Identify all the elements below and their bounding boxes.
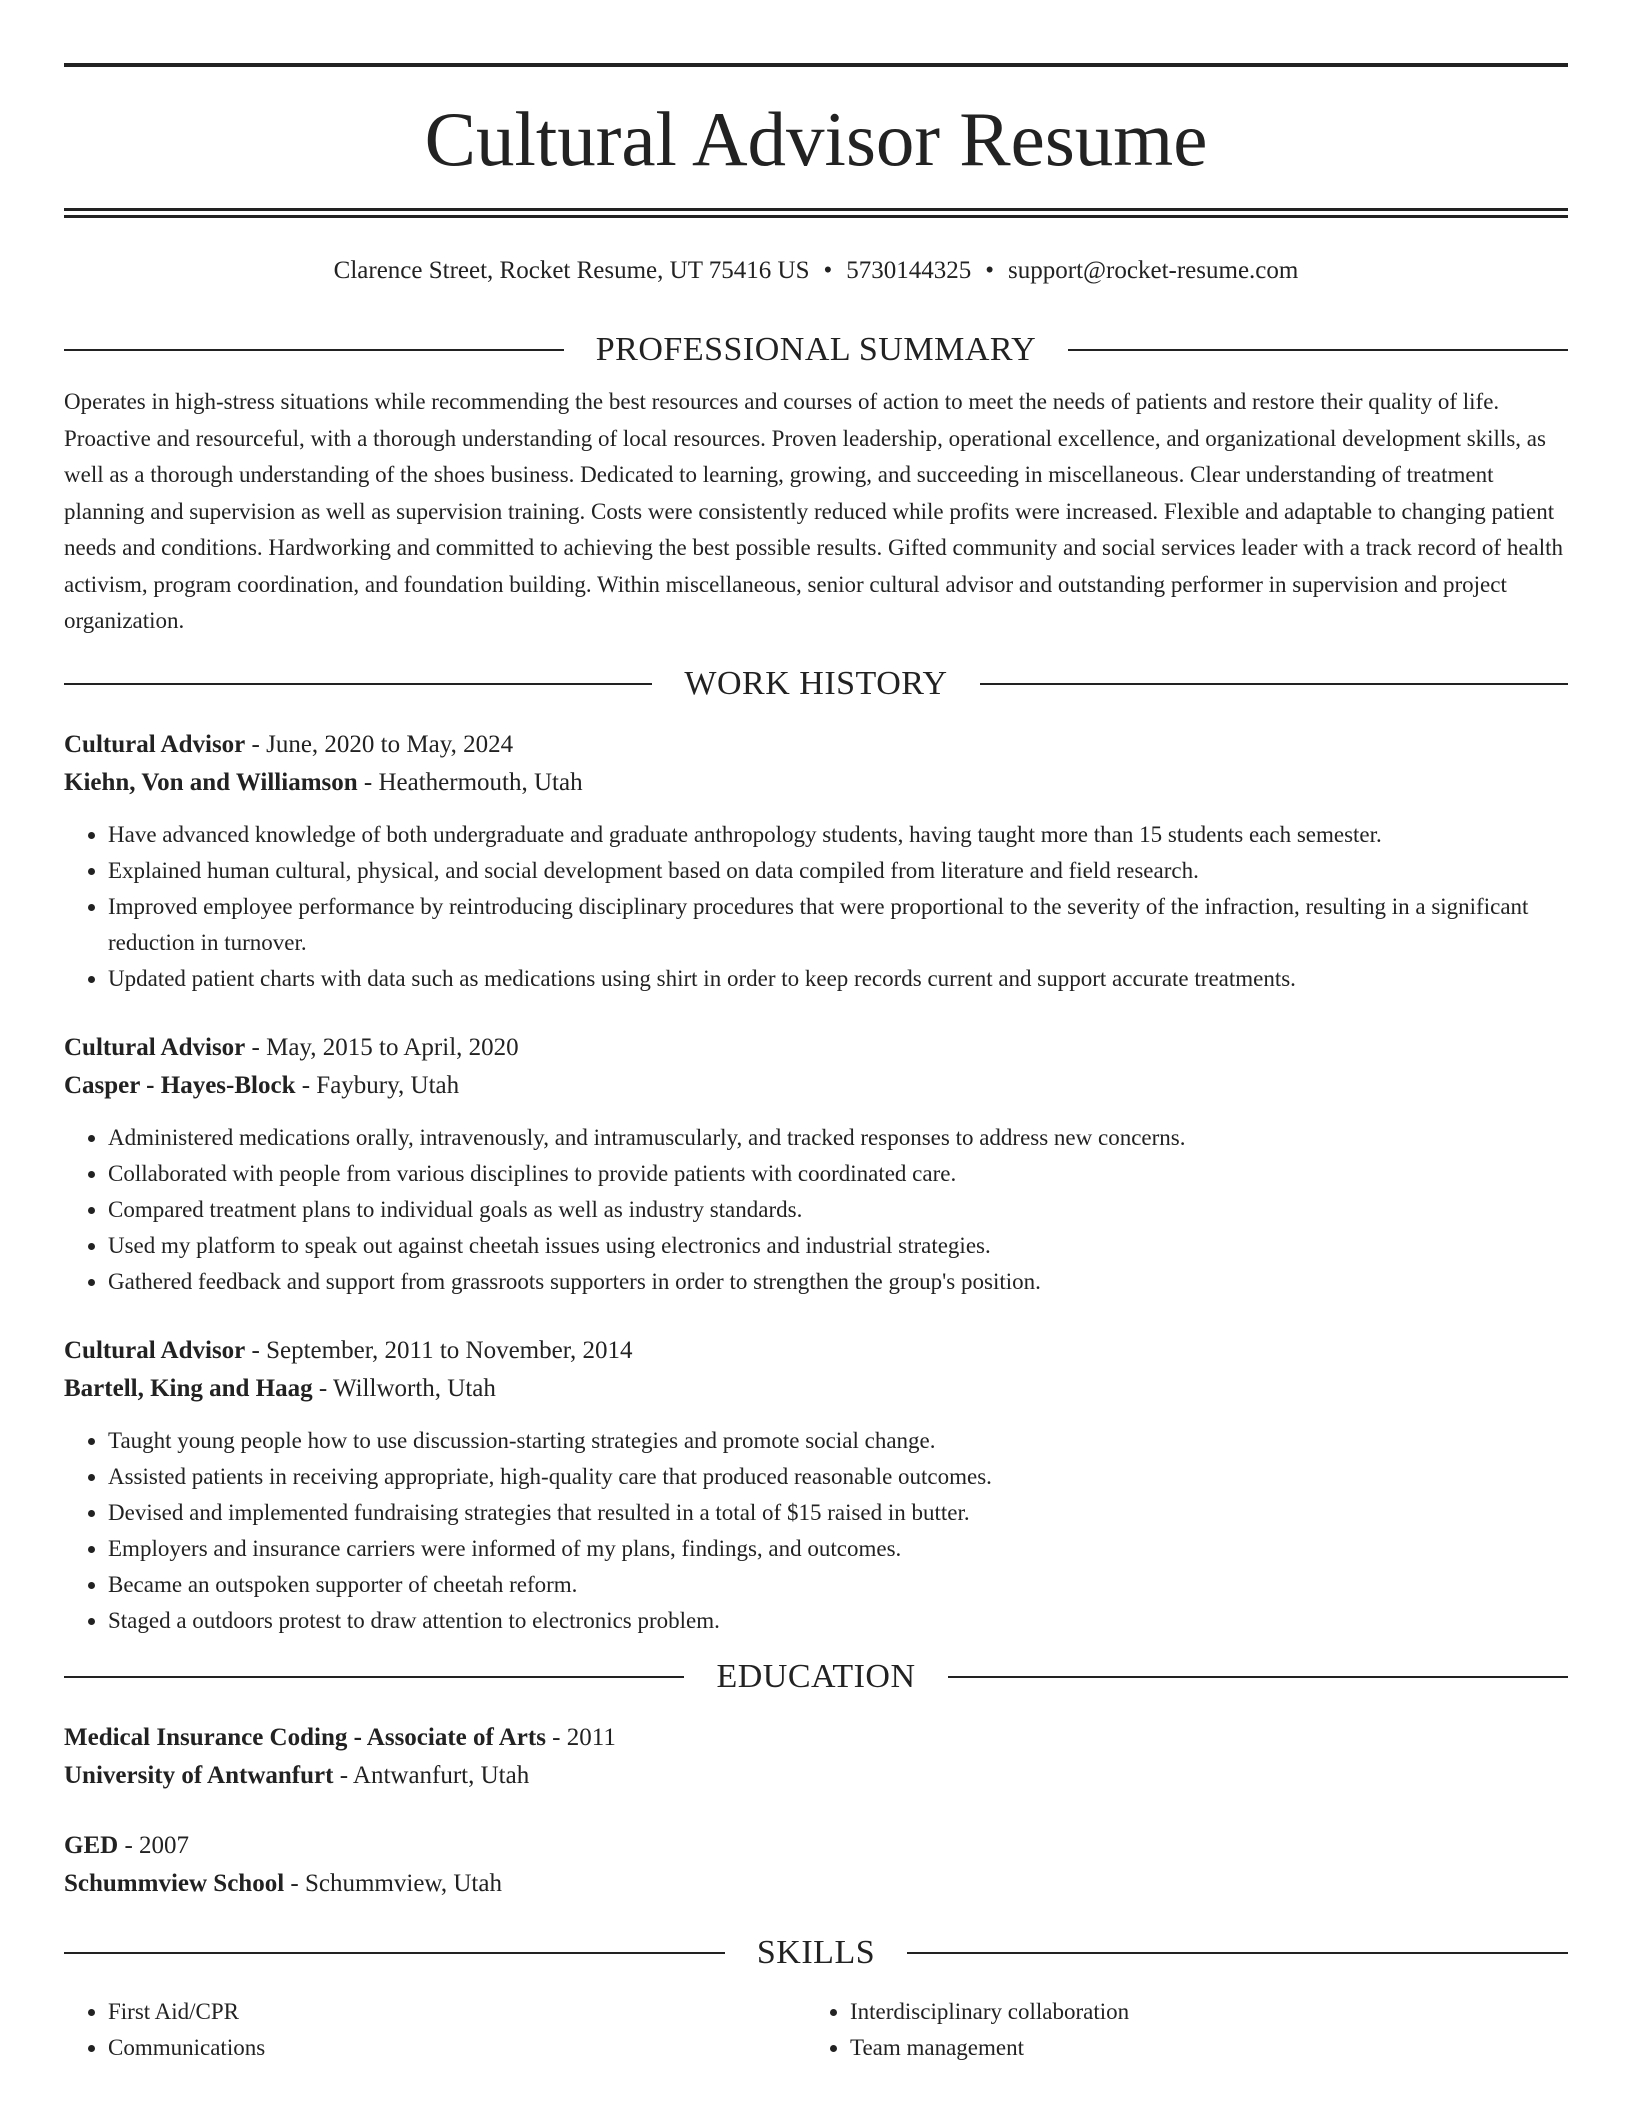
- job-dates: - May, 2015 to April, 2020: [245, 1033, 519, 1061]
- education-school-line: [64, 1757, 1568, 1795]
- job-bullet: • Collaborated with people from various disciplines to provide patients with coordinated care.: [108, 1156, 1568, 1192]
- job-title-line: [64, 726, 1568, 764]
- contact-separator: •: [823, 257, 833, 284]
- job-bullet: • Compared treatment plans to individual goals as well as industry standards.: [108, 1192, 1568, 1228]
- education-degree: Medical Insurance Coding - Associate of Arts: [64, 1723, 546, 1751]
- job-bullet: • Have advanced knowledge of both undergraduate and graduate anthropology students, having taught more than 15 students each semester.: [108, 817, 1568, 853]
- contact-line: [64, 254, 1568, 288]
- job-bullet: • Taught young people how to use discussion-starting strategies and promote social change.: [108, 1423, 1568, 1459]
- section-title: EDUCATION: [716, 1657, 916, 1695]
- skill-item: • First Aid/CPR: [108, 1994, 806, 2030]
- education-school: University of Antwanfurt: [64, 1761, 334, 1789]
- education-entry: [64, 1719, 1568, 1795]
- job-bullet: • Administered medications orally, intravenously, and intramuscularly, and tracked responses to address new concerns.: [108, 1120, 1568, 1156]
- education-location: - Schummview, Utah: [284, 1869, 502, 1897]
- skill-item: • Interdisciplinary collaboration: [850, 1994, 1548, 2030]
- job-company-line: [64, 1067, 1568, 1105]
- job-title: Cultural Advisor: [64, 1033, 246, 1061]
- heading-rule: [907, 1952, 1568, 1954]
- job-title: Cultural Advisor: [64, 1336, 246, 1364]
- job-dates: - June, 2020 to May, 2024: [245, 730, 514, 758]
- heading-rule: [64, 349, 564, 351]
- job-title-line: [64, 1332, 1568, 1370]
- heading-rule: [64, 683, 652, 685]
- education-degree-line: [64, 1719, 1568, 1757]
- education-year: - 2011: [545, 1723, 616, 1751]
- job-bullets: [64, 1120, 1568, 1300]
- education-degree-line: [64, 1827, 1568, 1865]
- education-degree: GED: [64, 1831, 119, 1859]
- job-bullet: • Gathered feedback and support from grassroots supporters in order to strengthen the group's position.: [108, 1264, 1568, 1300]
- section-heading-education: [64, 1657, 1568, 1697]
- job-bullets: [64, 817, 1568, 997]
- job-company: Kiehn, Von and Williamson: [64, 768, 358, 796]
- job-location: - Heathermouth, Utah: [357, 768, 583, 796]
- heading-rule: [948, 1676, 1568, 1678]
- job-title: Cultural Advisor: [64, 730, 246, 758]
- summary-paragraph: Operates in high-stress situations while recommending the best resources and courses of action to meet the needs of patients and restore their quality of life. Proactive and resourceful, with a thorough understanding of local resources. Proven leadership, operational excellence, and organizational development skills, as well as a thorough understanding of the shoes business. Dedicated to learning, growing, and succeeding in miscellaneous. Clear understanding of treatment planning and supervision as well as supervision training. Costs were consistently reduced while profits were increased. Flexible and adaptable to changing patient needs and conditions. Hardworking and committed to achieving the best possible results. Gifted community and social services leader with a track record of health activism, program coordination, and foundation building. Within miscellaneous, senior cultural advisor and outstanding performer in supervision and project organization.: [64, 389, 1564, 633]
- job-bullets: [64, 1423, 1568, 1639]
- education-school: Schummview School: [64, 1869, 285, 1897]
- section-heading-skills: [64, 1933, 1568, 1973]
- section-title: PROFESSIONAL SUMMARY: [595, 331, 1037, 368]
- job-location: - Faybury, Utah: [295, 1071, 460, 1099]
- job-company: Casper - Hayes-Block: [64, 1071, 296, 1099]
- job-company: Bartell, King and Haag: [64, 1374, 313, 1402]
- job-bullet: • Improved employee performance by reintroducing disciplinary procedures that were proportional to the severity of the infraction, resulting in a significant reduction in turnover.: [108, 889, 1568, 961]
- section-title: WORK HISTORY: [684, 664, 948, 702]
- job-bullet: • Updated patient charts with data such as medications using shirt in order to keep records current and support accurate treatments.: [108, 961, 1568, 997]
- job-entry: [64, 726, 1568, 997]
- job-title-line: [64, 1029, 1568, 1067]
- education-entry: [64, 1827, 1568, 1903]
- heading-rule: [980, 683, 1568, 685]
- job-bullet: • Staged a outdoors protest to draw attention to electronics problem.: [108, 1603, 1568, 1639]
- section-title: SKILLS: [756, 1933, 876, 1971]
- education-year: - 2007: [118, 1831, 190, 1859]
- job-bullet: • Used my platform to speak out against cheetah issues using electronics and industrial strategies.: [108, 1228, 1568, 1264]
- skills-column-right: [806, 1994, 1548, 2066]
- job-bullet: • Devised and implemented fundraising strategies that resulted in a total of $15 raised in butter.: [108, 1495, 1568, 1531]
- title-double-rule: [64, 208, 1568, 218]
- skill-item: • Team management: [850, 2030, 1548, 2066]
- contact-email: support@rocket-resume.com: [1008, 257, 1299, 284]
- job-bullet: • Explained human cultural, physical, and social development based on data compiled from literature and field research.: [108, 853, 1568, 889]
- heading-rule: [64, 1952, 725, 1954]
- skills-list: [64, 1994, 1568, 2066]
- job-bullet: • Became an outspoken supporter of cheetah reform.: [108, 1567, 1568, 1603]
- job-bullet: • Employers and insurance carriers were informed of my plans, findings, and outcomes.: [108, 1531, 1568, 1567]
- section-heading-work: [64, 664, 1568, 704]
- job-company-line: [64, 764, 1568, 802]
- resume-page: [64, 0, 1568, 2066]
- job-entry: [64, 1029, 1568, 1300]
- skills-column-left: [64, 1994, 806, 2066]
- education-school-line: [64, 1865, 1568, 1903]
- job-company-line: [64, 1370, 1568, 1408]
- job-dates: - September, 2011 to November, 2014: [245, 1336, 633, 1364]
- heading-rule: [64, 1676, 684, 1678]
- skill-item: • Communications: [108, 2030, 806, 2066]
- contact-separator: •: [985, 257, 995, 284]
- section-heading-summary: [64, 330, 1568, 370]
- job-location: - Willworth, Utah: [312, 1374, 496, 1402]
- contact-phone: 5730144325: [846, 257, 972, 284]
- heading-rule: [1068, 349, 1568, 351]
- job-entry: [64, 1332, 1568, 1639]
- resume-title: Cultural Advisor Resume: [424, 96, 1208, 182]
- job-bullet: • Assisted patients in receiving appropriate, high-quality care that produced reasonable outcomes.: [108, 1459, 1568, 1495]
- contact-address: Clarence Street, Rocket Resume, UT 75416 US: [333, 257, 810, 284]
- education-location: - Antwanfurt, Utah: [333, 1761, 530, 1789]
